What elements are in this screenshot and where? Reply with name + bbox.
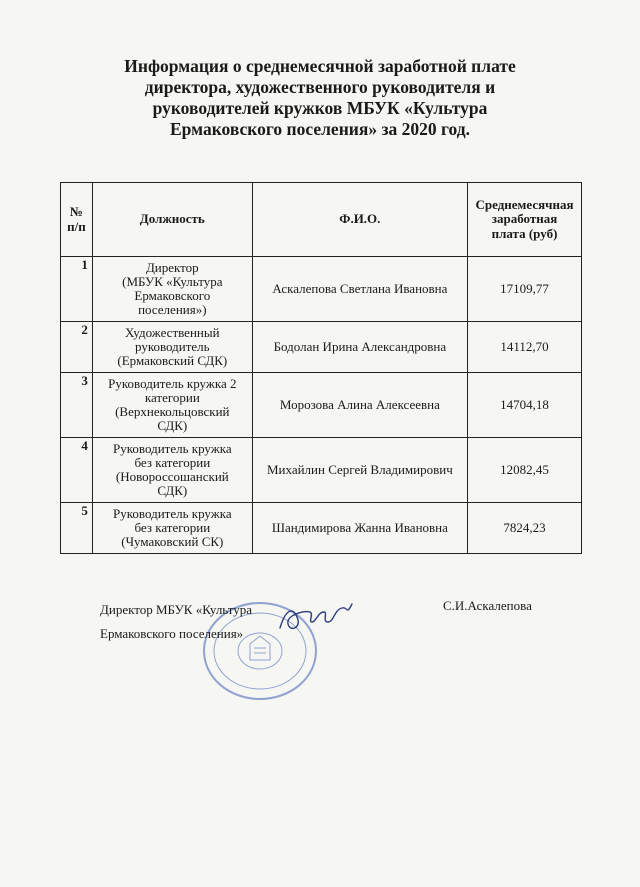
header-name: Ф.И.О. — [252, 183, 467, 257]
handwritten-signature-icon — [276, 598, 356, 638]
row-name: Шандимирова Жанна Ивановна — [252, 503, 467, 554]
salary-table — [60, 182, 582, 554]
title-line-3: руководителей кружков МБУК «Культура — [152, 98, 488, 118]
title-line-4: Ермаковского поселения» за 2020 год. — [170, 119, 470, 139]
row-salary: 14704,18 — [468, 373, 582, 438]
row-name: Аскалепова Светлана Ивановна — [252, 257, 467, 322]
title-line-2: директора, художественного руководителя и — [144, 77, 496, 97]
row-name: Бодолан Ирина Александровна — [252, 322, 467, 373]
header-number: № п/п — [61, 183, 93, 257]
title-line-1: Информация о среднемесячной заработной плате — [124, 56, 516, 76]
row-name: Михайлин Сергей Владимирович — [252, 438, 467, 503]
signatory-position — [100, 598, 252, 646]
row-name: Морозова Алина Алексеевна — [252, 373, 467, 438]
table-header-row — [61, 183, 582, 257]
row-number: 3 — [61, 373, 93, 438]
table-row — [61, 322, 582, 373]
signatory-line-1: Директор МБУК «Культура — [100, 602, 253, 617]
row-number: 5 — [61, 503, 93, 554]
signatory-name: С.И.Аскалепова — [443, 598, 532, 613]
document-title — [60, 56, 580, 140]
table-row — [61, 503, 582, 554]
row-salary: 14112,70 — [468, 322, 582, 373]
row-position: Художественный руководитель (Ермаковский СДК) — [92, 322, 252, 373]
row-number: 2 — [61, 322, 93, 373]
row-position: Руководитель кружка 2 категории (Верхнекольцовский СДК) — [92, 373, 252, 438]
table-row — [61, 373, 582, 438]
header-salary: Среднемесячная заработная плата (руб) — [468, 183, 582, 257]
table-row — [61, 257, 582, 322]
row-salary: 17109,77 — [468, 257, 582, 322]
row-number: 1 — [61, 257, 93, 322]
row-salary: 12082,45 — [468, 438, 582, 503]
row-position: Директор (МБУК «Культура Ермаковского поселения») — [92, 257, 252, 322]
row-position: Руководитель кружка без категории (Новороссошанский СДК) — [92, 438, 252, 503]
signatory-line-2: Ермаковского поселения» — [100, 626, 244, 641]
header-position: Должность — [92, 183, 252, 257]
row-salary: 7824,23 — [468, 503, 582, 554]
row-position: Руководитель кружка без категории (Чумаковский СК) — [92, 503, 252, 554]
row-number: 4 — [61, 438, 93, 503]
table-row — [61, 438, 582, 503]
